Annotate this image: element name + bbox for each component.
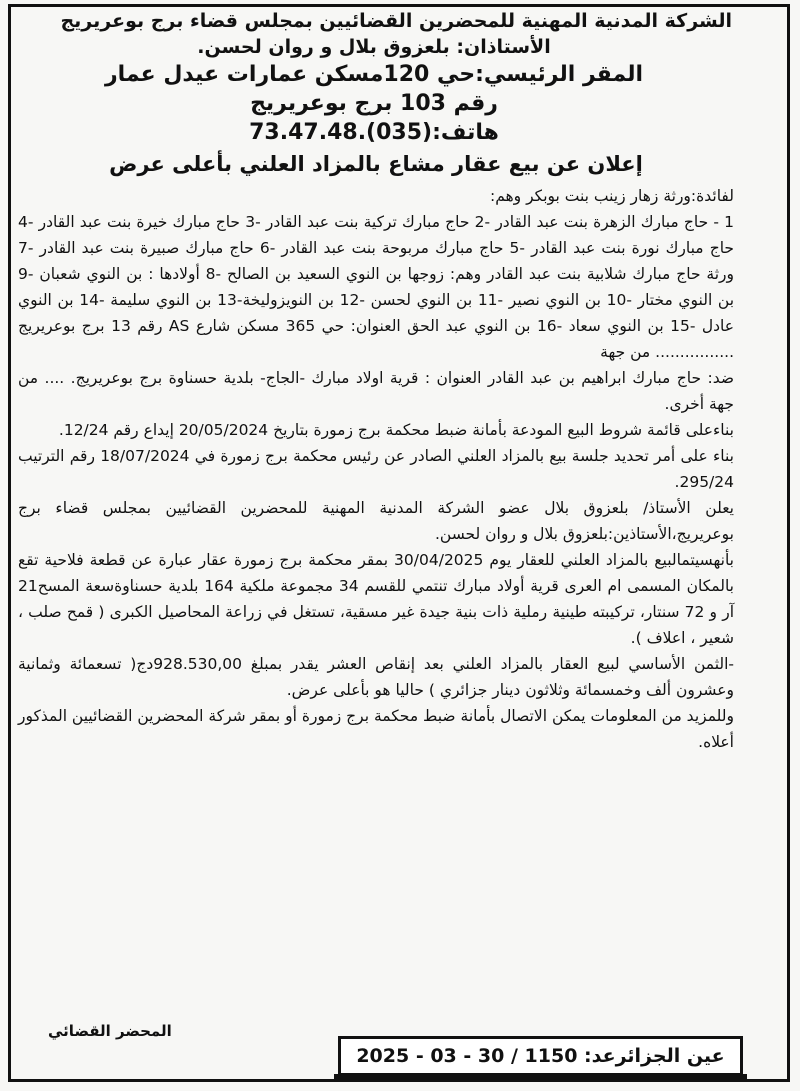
publication-number-box: عين الجزائرعد: 1150 / 30 - 03 - 2025 — [338, 1036, 743, 1076]
announcer-paragraph: يعلن الأستاذ/ بلعزوق بلال عضو الشركة المدنية المهنية للمحضرين القضائيين بمجلس قضاء برج بوعريريج،الأستاذين:بلعزوق بلال و روان لحسن. — [18, 499, 734, 543]
defendant-paragraph: ضد: حاج مبارك ابراهيم بن عبد القادر العنوان : قرية اولاد مبارك -الجاج- بلدية حسناوة برج بوعريريج. .... من جهة أخرى. — [18, 369, 734, 413]
hq-address-line1: المقر الرئيسي:حي 120مسكن عمارات عيدل عمار — [104, 62, 644, 87]
hq-address-line2: رقم 103 برج بوعريريج — [250, 91, 498, 116]
company-name: الشركة المدنية المهنية للمحضرين القضائيين بمجلس قضاء برج بوعريريج — [60, 10, 732, 32]
beneficiaries-intro: لفائدة:ورثة زهار زينب بنت بوبكر وهم: — [489, 187, 734, 205]
heirs-list: 1 - حاج مبارك الزهرة بنت عبد القادر -2 حاج مبارك تركية بنت عبد القادر -3 حاج مبارك خيرة بنت عبد القادر -4 حاج مبارك نورة بنت عبد القادر -5 حاج مبارك مربوحة بنت عبد القادر -6 حاج مبارك صبيرة بنت عبد القادر -7 ورثة حاج مبارك شلابية بنت عبد القادر وهم: زوجها بن النوي السعيد بن الصالح -8 أولادها : بن النوي شعبان -9 بن النوي مختار -10 بن النوي نصير -11 بن النوي لحسن -12 بن النويزوليخة-13 بن النوي سليمة -14 بن النوي عادل -15 بن النوي سعاد -16 بن النوي عبد الحق العنوان: حي 365 مسكن شارع AS رقم 13 برج بوعريريج ................ من جهة — [18, 213, 735, 361]
conditions-paragraph: بناءعلى قائمة شروط البيع المودعة بأمانة ضبط محكمة برج زمورة بتاريخ 20/05/2024 إيداع رقم 12/24. — [58, 421, 734, 439]
contact-paragraph: وللمزيد من المعلومات يمكن الاتصال بأمانة ضبط محكمة برج زمورة أو بمقر شركة المحضرين القضائيين المذكور أعلاه. — [18, 707, 734, 751]
sale-details-paragraph: بأنهسيتمالبيع بالمزاد العلني للعقار يوم 30/04/2025 بمقر محكمة برج زمورة عقار عبارة عن قطعة فلاحية تقع بالمكان المسمى ام العرى قرية أولاد مبارك تنتمي للقسم 34 مجموعة ملكية 164 بلدية حسناوةسعة المسح21 آر و 72 سنتار، تركيبته طينية رملية ذات بنية جيدة غير مسقية، تستغل في زراعة المحاصيل الكبرى ( قمح صلب ، شعير ، اعلاف ). — [18, 551, 734, 647]
phone-line: هاتف:(035).73.47.48 — [249, 120, 499, 145]
announcement-content — [16, 8, 736, 755]
bailiffs-line: الأستاذان: بلعزوق بلال و روان لحسن. — [197, 36, 551, 58]
signature: المحضر القضائي — [48, 1022, 172, 1040]
price-paragraph: -الثمن الأساسي لبيع العقار بالمزاد العلني بعد إنقاص العشر يقدر بمبلغ 928.530,00دج( تسعمائة وثمانية وعشرون ألف وخمسمائة وثلاثون دينار جزائري ) حاليا هو بأعلى عرض. — [18, 655, 734, 699]
order-paragraph: بناء على أمر تحديد جلسة بيع بالمزاد العلني الصادر عن رئيس محكمة برج زمورة في 18/07/2024 رقم الترتيب 295/24. — [18, 447, 734, 491]
announcement-title: إعلان عن بيع عقار مشاع بالمزاد العلني بأعلى عرض — [109, 152, 643, 176]
